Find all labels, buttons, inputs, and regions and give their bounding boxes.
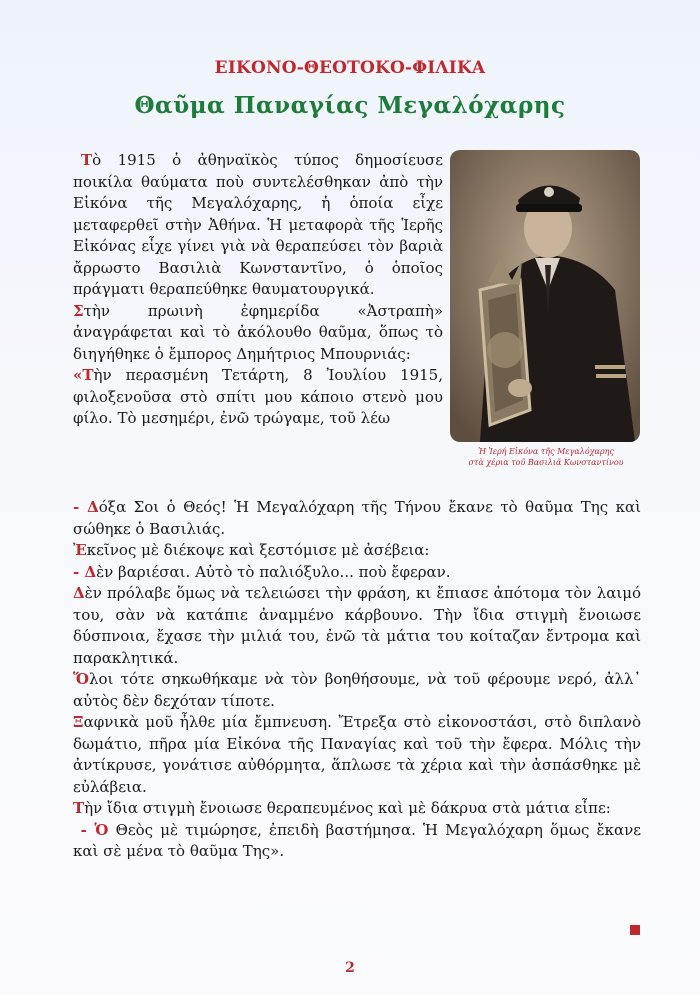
text-column-bottom bbox=[73, 497, 646, 863]
paragraph: - Δὲν βαριέσαι. Αὐτὸ τὸ παλιόξυλο... ποὺ ἔφεραν. bbox=[73, 562, 451, 581]
photo-caption: Ἡ Ἱερή Εἰκόνα τῆς Μεγαλόχαρης στὰ χέρια τοῦ Βασιλιᾶ Κωνσταντίνου bbox=[468, 447, 624, 467]
paragraph: Δὲν πρόλαβε ὅμως νὰ τελειώσει τὴν φράση, κι ἔπιασε ἀπότομα τὸν λαιμό του, σὰν νὰ κατάπιε ἀναμμένο κάρβουνο. Τὴν ἴδια στιγμὴ ἔνοιωσε δύσπνοια, ἔχασε τὴν μιλιά του, ἐνῶ τὰ μάτια του κοίταζαν ἔντρομα καὶ παρακλητικά. bbox=[73, 584, 641, 667]
king-photo bbox=[450, 150, 640, 442]
paragraph: Τὴν ἴδια στιγμὴ ἔνοιωσε θεραπευμένος καὶ μὲ δάκρυα στὰ μάτια εἶπε: bbox=[73, 799, 611, 817]
paragraph: Ξαφνικὰ μοῦ ἦλθε μία ἔμπνευση. Ἔτρεξα στὸ εἰκονοστάσι, στὸ διπλανὸ δωμάτιο, πῆρα μία Εἰκόνα τῆς Παναγίας καὶ τοῦ τὴν ἔφερα. Μόλις τὴν ἀντίκρυσε, γονάτισε αὐθόρμητα, ἅπλωσε τὰ χέρια καὶ τὴν ἀσπάσθηκε μὲ εὐλάβεια. bbox=[73, 713, 641, 796]
paragraph: Στὴν πρωινὴ ἐφημερίδα «Ἀστραπὴ» ἀναγράφεται καὶ τὸ ἀκόλουθο θαῦμα, ὅπως τὸ διηγήθηκε ὁ ἔμπορος Δημήτριος Μπουρνιάς: bbox=[73, 301, 443, 363]
paragraph: Ὅλοι τότε σηκωθήκαμε νὰ τὸν βοηθήσουμε, νὰ τοῦ φέρουμε νερό, ἀλλ᾿ αὐτὸς δὲν δεχόταν τίποτε. bbox=[73, 670, 641, 710]
paragraph: - Ὁ Θεὸς μὲ τιμώρησε, ἐπειδὴ βαστήμησα. Ἡ Μεγαλόχαρη ὅμως ἔκανε καὶ σὲ μένα τὸ θαῦμα Της». bbox=[73, 820, 646, 860]
article-title: Θαῦμα Παναγίας Μεγαλόχαρης bbox=[134, 92, 566, 119]
paragraph: Τὸ 1915 ὁ ἀθηναϊκὸς τύπος δημοσίευσε ποικίλα θαύματα ποὺ συντελέσθηκαν ἀπὸ τὴν Εἰκόνα τῆς Μεγαλόχαρης, ἡ ὁποία εἶχε μεταφερθεῖ στὴν Ἀθήνα. Ἡ μεταφορὰ τῆς Ἱερῆς Εἰκόνας εἶχε γίνει γιὰ νὰ θεραπεύσει τὸν βαριὰ ἄρρωστο Βασιλιὰ Κωνσταντῖνο, ὁ ὁποῖος πράγματι θεραπεύθηκε θαυματουργικά. bbox=[73, 151, 443, 298]
page-number: 2 bbox=[345, 960, 355, 976]
paragraph: Ἐκεῖνος μὲ διέκοψε καὶ ξεστόμισε μὲ ἀσέβεια: bbox=[73, 541, 430, 559]
section-header: ΕΙΚΟΝΟ-ΘΕΟΤΟΚΟ-ΦΙΛΙΚΑ bbox=[214, 58, 486, 78]
end-of-article-square-icon bbox=[630, 925, 640, 935]
paragraph: «Τὴν περασμένη Τετάρτη, 8 Ἰουλίου 1915, φιλοξενοῦσα στὸ σπίτι μου κάποιο στενὸ μου φίλο. Τὸ μεσημέρι, ἐνῶ τρώγαμε, τοῦ λέω bbox=[73, 366, 443, 427]
paragraph: - Δόξα Σοι ὁ Θεός! Ἡ Μεγαλόχαρη τῆς Τήνου ἔκανε τὸ θαῦμα Της καὶ σώθηκε ὁ Βασιλιάς. bbox=[73, 498, 641, 538]
text-column-top bbox=[73, 150, 443, 430]
